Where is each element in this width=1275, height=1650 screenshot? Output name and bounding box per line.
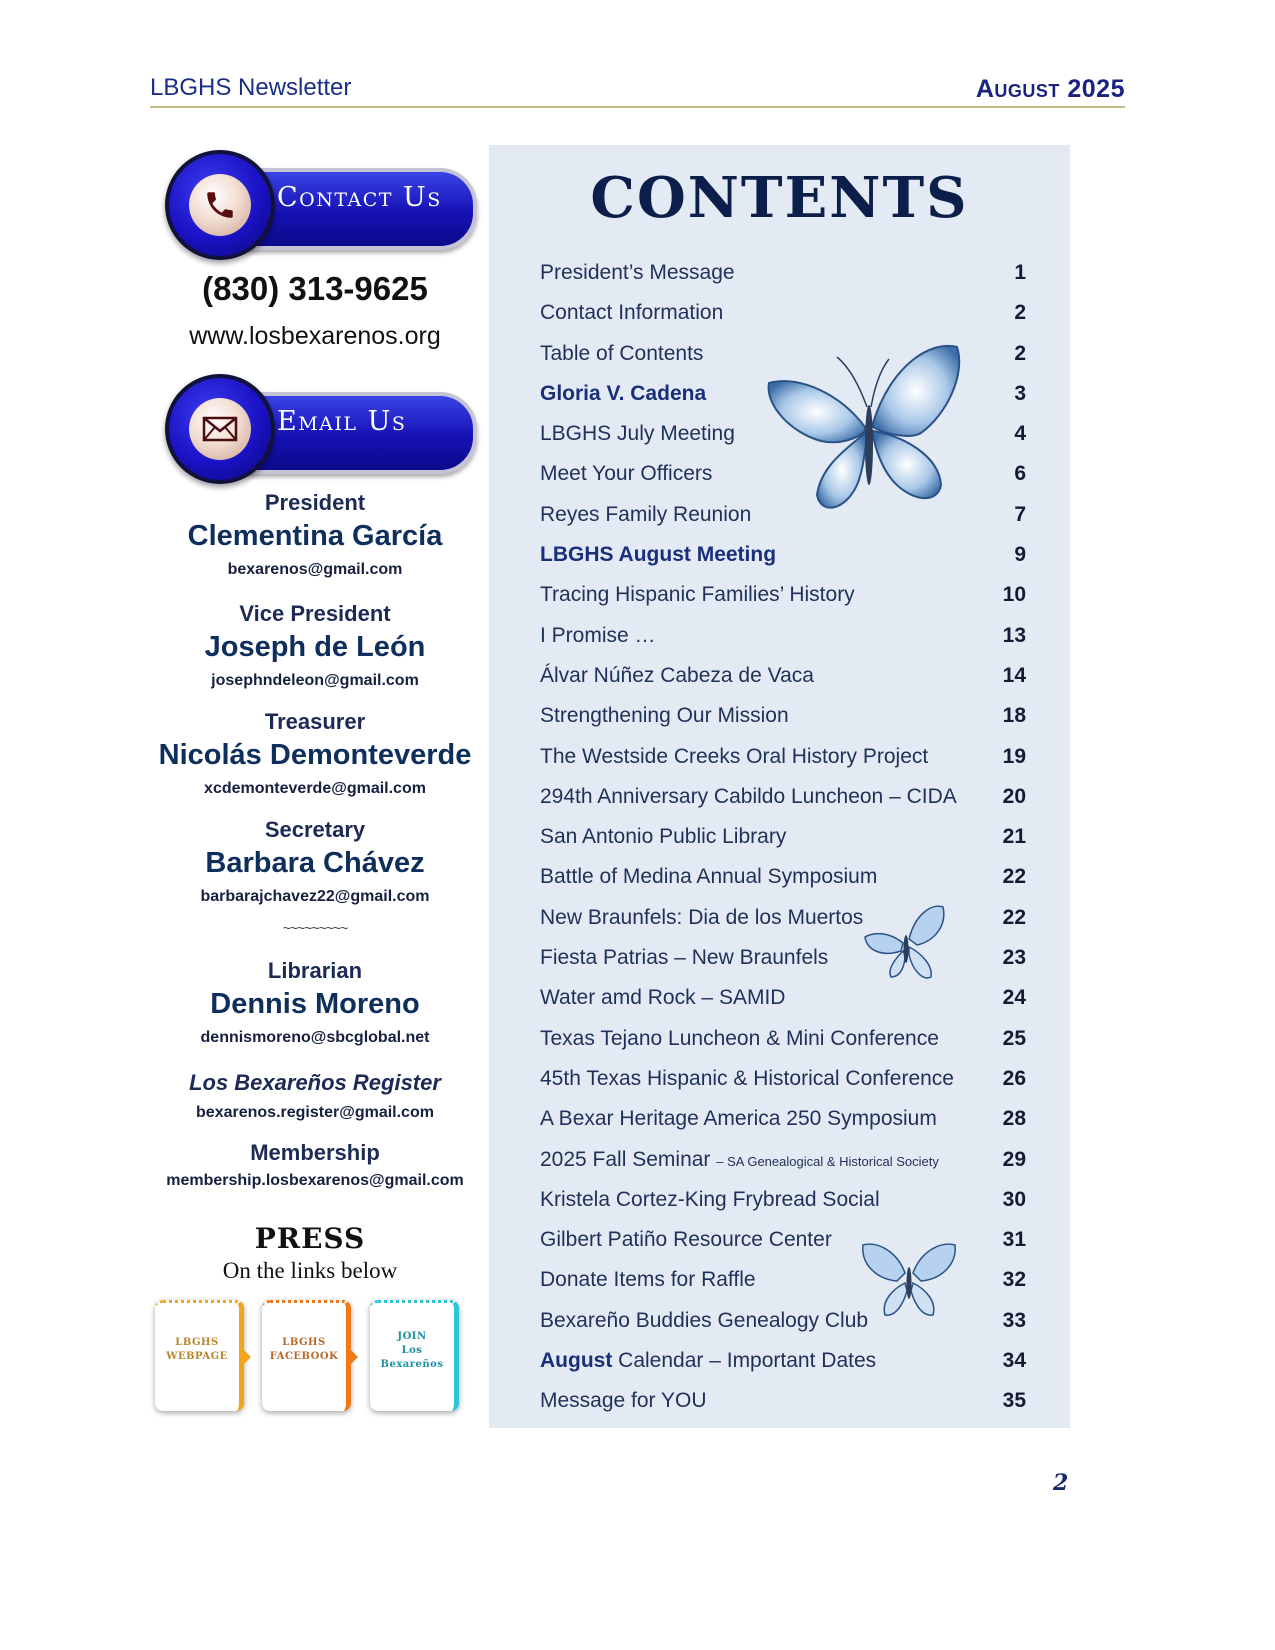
toc-row[interactable] xyxy=(540,980,1026,1020)
officer-role: Librarian xyxy=(267,958,363,983)
toc-entry-page: 20 xyxy=(1002,784,1026,808)
toc-entry-page: 22 xyxy=(1002,905,1026,929)
toc-row[interactable] xyxy=(540,1101,1026,1141)
toc-entry-title[interactable]: A Bexar Heritage America 250 Symposium xyxy=(540,1107,937,1131)
contents-panel xyxy=(489,145,1070,1428)
toc-entry-highlight: August xyxy=(540,1349,613,1373)
toc-entry-page: 10 xyxy=(1002,583,1026,607)
membership-title: Membership xyxy=(250,1140,380,1165)
membership-contact xyxy=(150,1140,480,1190)
toc-row[interactable] xyxy=(540,819,1026,859)
toc-entry-page: 32 xyxy=(1002,1268,1026,1292)
link-label-line2: FACEBOOK xyxy=(269,1351,339,1362)
toc-entry-page: 25 xyxy=(1002,1026,1026,1050)
toc-entry-title[interactable]: Gloria V. Cadena xyxy=(540,381,707,405)
officer-name: Joseph de León xyxy=(204,631,426,663)
website-link[interactable]: www.losbexarenos.org xyxy=(189,322,441,350)
officer-vice-president xyxy=(150,601,480,690)
toc-row[interactable] xyxy=(540,940,1026,980)
phone-icon xyxy=(203,188,237,222)
toc-entry-page: 2 xyxy=(1014,301,1026,325)
toc-entry-title[interactable]: Strengthening Our Mission xyxy=(540,704,789,728)
membership-email[interactable]: membership.losbexarenos@gmail.com xyxy=(166,1172,464,1189)
register-title: Los Bexareños Register xyxy=(189,1070,441,1095)
officer-email[interactable]: barbarajchavez22@gmail.com xyxy=(200,888,430,905)
toc-row[interactable] xyxy=(540,537,1026,577)
officer-name: Dennis Moreno xyxy=(210,988,420,1020)
toc-row[interactable] xyxy=(540,698,1026,738)
toc-entry-title[interactable]: The Westside Creeks Oral History Project xyxy=(540,744,929,768)
toc-entry-page: 3 xyxy=(1014,381,1026,405)
link-label-line1: JOIN xyxy=(397,1331,427,1342)
link-facebook[interactable] xyxy=(262,1300,356,1412)
contact-us-label: Contact Us xyxy=(277,182,442,213)
officer-librarian xyxy=(150,958,480,1047)
register-contact xyxy=(150,1070,480,1122)
link-webpage[interactable] xyxy=(155,1300,249,1412)
phone-number[interactable]: (830) 313-9625 xyxy=(202,270,428,307)
toc-entry-page: 13 xyxy=(1002,623,1026,647)
toc-entry-page: 34 xyxy=(1002,1349,1026,1373)
toc-entry-title[interactable]: President’s Message xyxy=(540,261,735,284)
toc-entry-page: 35 xyxy=(1002,1389,1026,1413)
toc-entry-title[interactable]: LBGHS July Meeting xyxy=(540,422,735,446)
toc-row[interactable] xyxy=(540,1142,1026,1182)
toc-entry-page: 33 xyxy=(1002,1308,1026,1332)
toc-entry-page: 24 xyxy=(1002,986,1026,1010)
toc-entry-page: 2 xyxy=(1014,341,1026,365)
email-us-button[interactable] xyxy=(165,374,475,484)
toc-entry-page: 21 xyxy=(1002,825,1026,849)
newsletter-title: LBGHS Newsletter xyxy=(150,74,352,101)
officer-email[interactable]: josephndeleon@gmail.com xyxy=(211,672,419,689)
butterfly-small-icon xyxy=(861,897,951,987)
toc-entry-page: 6 xyxy=(1014,462,1026,486)
toc-row[interactable] xyxy=(540,1343,1026,1383)
email-us-label: Email Us xyxy=(277,406,407,437)
toc-entry-page: 19 xyxy=(1002,744,1026,768)
toc-entry-page: 9 xyxy=(1014,543,1026,567)
toc-entry-title[interactable]: Álvar Núñez Cabeza de Vaca xyxy=(540,663,814,687)
officer-name: Clementina García xyxy=(187,520,443,552)
toc-entry-title[interactable]: Contact Information xyxy=(540,301,724,325)
toc-entry-page: 1 xyxy=(1014,261,1026,284)
toc-row[interactable] xyxy=(540,779,1026,819)
officer-president xyxy=(150,490,480,579)
officer-role: President xyxy=(264,490,366,515)
toc-entry-title[interactable]: I Promise … xyxy=(540,623,656,647)
toc-row[interactable] xyxy=(540,618,1026,658)
link-label-line1: LBGHS xyxy=(282,1337,326,1348)
separator: ~~~~~~~~~ xyxy=(282,920,348,936)
toc-row[interactable] xyxy=(540,900,1026,940)
officer-name: Barbara Chávez xyxy=(205,847,425,879)
contact-us-button[interactable] xyxy=(165,150,475,260)
toc-entry-title[interactable] xyxy=(540,1148,939,1172)
toc-entry-page: 26 xyxy=(1002,1066,1026,1090)
press-subtitle: On the links below xyxy=(222,1258,398,1283)
butterfly-large-icon xyxy=(761,335,971,535)
toc-entry-page: 22 xyxy=(1002,865,1026,889)
officer-email[interactable]: dennismoreno@sbcglobal.net xyxy=(200,1029,430,1046)
toc-entry-title[interactable]: LBGHS August Meeting xyxy=(540,543,777,567)
toc-entry-page: 30 xyxy=(1002,1187,1026,1211)
officer-secretary xyxy=(150,817,480,906)
toc-entry-title[interactable]: Water amd Rock – SAMID xyxy=(540,986,786,1010)
toc-entry-page: 31 xyxy=(1002,1228,1026,1252)
toc-entry-title[interactable] xyxy=(540,1349,876,1373)
toc-entry-rest: Calendar – Important Dates xyxy=(612,1349,877,1373)
toc-entry-page: 14 xyxy=(1002,663,1026,687)
toc-row[interactable] xyxy=(540,577,1026,617)
officer-role: Treasurer xyxy=(264,709,366,734)
toc-entry-title[interactable]: Meet Your Officers xyxy=(540,462,713,486)
toc-row[interactable] xyxy=(540,1021,1026,1061)
toc-entry-page: 29 xyxy=(1002,1147,1026,1171)
toc-entry-title[interactable]: San Antonio Public Library xyxy=(540,825,787,849)
toc-row[interactable] xyxy=(540,739,1026,779)
toc-row[interactable] xyxy=(540,1061,1026,1101)
toc-entry-title[interactable]: Tracing Hispanic Families’ History xyxy=(540,583,855,607)
header-rule xyxy=(150,106,1125,108)
toc-entry-title[interactable]: Donate Items for Raffle xyxy=(540,1268,756,1292)
link-label-line2: WEBPAGE xyxy=(166,1351,228,1362)
toc-entry-title[interactable]: Table of Contents xyxy=(540,341,704,365)
toc-entry-title[interactable]: Fiesta Patrias – New Braunfels xyxy=(540,946,829,970)
toc-entry-suffix: – SA Genealogical & Historical Society xyxy=(716,1153,939,1169)
toc-entry-page: 23 xyxy=(1002,946,1026,970)
register-email[interactable]: bexarenos.register@gmail.com xyxy=(196,1104,434,1121)
toc-entry-page: 28 xyxy=(1002,1107,1026,1131)
toc-entry-title[interactable]: Texas Tejano Luncheon & Mini Conference xyxy=(540,1026,939,1050)
butterfly-small-icon xyxy=(859,1237,959,1323)
officer-treasurer xyxy=(150,709,480,798)
toc-entry-title[interactable]: Kristela Cortez-King Frybread Social xyxy=(540,1187,880,1211)
officer-role: Secretary xyxy=(264,817,366,842)
toc-entry-main: 2025 Fall Seminar xyxy=(540,1147,711,1171)
toc-entry-page: 18 xyxy=(1002,704,1026,728)
page-number: 2 xyxy=(1053,1470,1069,1496)
toc-entry-page: 7 xyxy=(1014,502,1026,526)
officer-name: Nicolás Demonteverde xyxy=(158,739,472,771)
toc-row[interactable] xyxy=(540,255,1026,295)
officer-email[interactable]: xcdemonteverde@gmail.com xyxy=(204,780,426,797)
toc-entry-title[interactable]: Message for YOU xyxy=(540,1389,707,1413)
toc-row[interactable] xyxy=(540,295,1026,335)
contact-us-badge xyxy=(165,150,275,260)
toc-entry-title[interactable]: New Braunfels: Dia de los Muertos xyxy=(540,905,864,929)
email-us-badge xyxy=(165,374,275,484)
toc-row[interactable] xyxy=(540,1383,1026,1423)
link-join[interactable] xyxy=(370,1300,464,1412)
toc-entry-title[interactable]: 45th Texas Hispanic & Historical Conference xyxy=(540,1066,954,1090)
toc-row[interactable] xyxy=(540,658,1026,698)
press-title: PRESS xyxy=(254,1222,366,1255)
toc-entry-title[interactable]: 294th Anniversary Cabildo Luncheon – CIDA xyxy=(540,784,957,808)
officer-role: Vice President xyxy=(239,601,391,626)
link-label-line1: LBGHS xyxy=(175,1337,219,1348)
contents-heading: CONTENTS xyxy=(590,165,969,231)
toc-entry-title[interactable]: Gilbert Patiño Resource Center xyxy=(540,1228,832,1252)
toc-entry-title[interactable]: Battle of Medina Annual Symposium xyxy=(540,865,878,889)
issue-date: August 2025 xyxy=(975,75,1125,103)
toc-entry-title[interactable]: Reyes Family Reunion xyxy=(540,502,752,526)
toc-row[interactable] xyxy=(540,859,1026,899)
toc-entry-title[interactable]: Bexareño Buddies Genealogy Club xyxy=(540,1308,869,1332)
link-label-line2: Los xyxy=(401,1345,423,1356)
toc-entry-page: 4 xyxy=(1014,422,1026,446)
link-label-line3: Bexareños xyxy=(380,1359,444,1370)
officer-email[interactable]: bexarenos@gmail.com xyxy=(227,561,403,578)
toc-row[interactable] xyxy=(540,1182,1026,1222)
envelope-icon xyxy=(202,415,238,443)
